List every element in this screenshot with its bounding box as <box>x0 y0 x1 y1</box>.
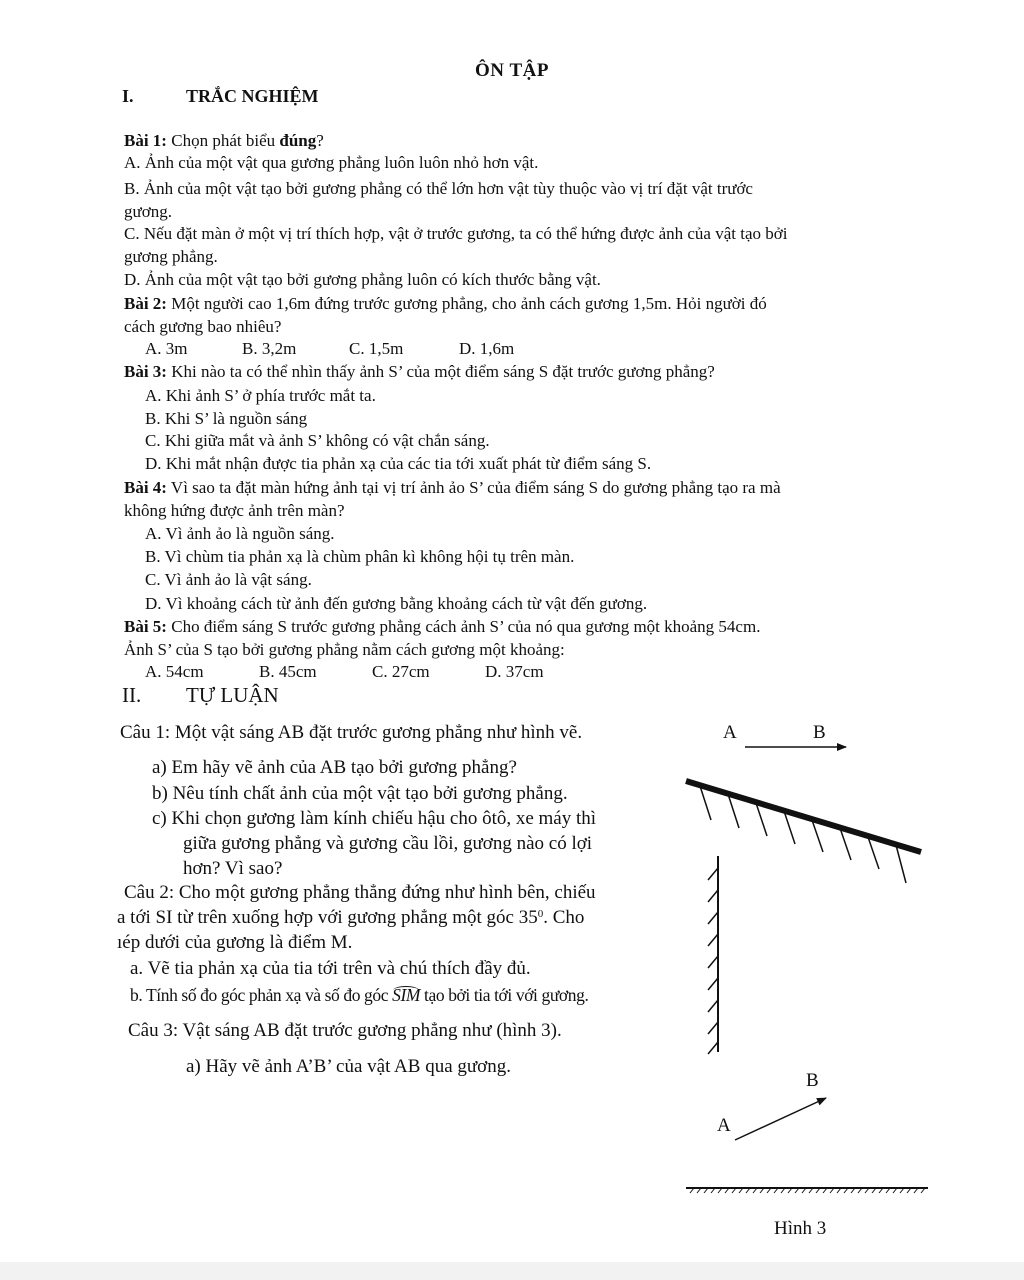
question-3-option-c: C. Khi giữa mắt và ảnh S’ không có vật chắn sáng. <box>145 431 490 450</box>
degree-superscript: 0 <box>537 908 544 920</box>
question-3-option-a: A. Khi ảnh S’ ở phía trước mắt ta. <box>145 386 376 405</box>
angle-sim-symbol: SIM <box>392 985 421 1005</box>
essay-3-prompt: Câu 3: Vật sáng AB đặt trước gương phẳng như (hình 3). <box>128 1020 562 1041</box>
figure-1-label-a: A <box>723 722 737 743</box>
section-2-number: II. <box>122 683 142 707</box>
essay-1-part-c-line2: giữa gương phẳng và gương cầu lồi, gương nào có lợi <box>183 833 593 854</box>
essay-3-part-a: a) Hãy vẽ ảnh A’B’ của vật AB qua gương. <box>186 1056 511 1077</box>
essay-2-line2-text: a tới SI từ trên xuống hợp với gương phẳng một góc 35 <box>117 907 538 928</box>
question-3-label: Bài 3: <box>124 362 167 381</box>
question-1-option-a: A. Ảnh của một vật qua gương phẳng luôn luôn nhỏ hơn vật. <box>124 153 539 172</box>
figure-2-vertical-mirror <box>708 856 718 1054</box>
essay-1-part-a: a) Em hãy vẽ ảnh của AB tạo bởi gương phẳng? <box>152 757 517 778</box>
figure-3-horizontal-mirror <box>686 1188 928 1193</box>
section-1-title: TRẮC NGHIỆM <box>186 86 319 106</box>
question-2-option-b: B. 3,2m <box>242 339 297 358</box>
question-5-option-b: B. 45cm <box>259 662 317 681</box>
question-1-option-d: D. Ảnh của một vật tạo bởi gương phẳng luôn có kích thước bằng vật. <box>124 270 601 289</box>
essay-1-part-c-line1: c) Khi chọn gương làm kính chiếu hậu cho ôtô, xe máy thì <box>152 808 597 829</box>
question-3-text: Khi nào ta có thể nhìn thấy ảnh S’ của một điểm sáng S đặt trước gương phẳng? <box>166 362 715 381</box>
question-4-label: Bài 4: <box>124 478 167 497</box>
essay-2-prompt-line3: ıép dưới của gương là điểm M. <box>117 932 353 953</box>
question-4-text-line2: không hứng được ảnh trên màn? <box>124 501 345 520</box>
question-5-label: Bài 5: <box>124 617 167 636</box>
question-4-option-a: A. Vì ảnh ảo là nguồn sáng. <box>145 524 335 543</box>
question-2-option-c: C. 1,5m <box>349 339 404 358</box>
question-5-option-d: D. 37cm <box>485 662 544 681</box>
question-2-text-line2: cách gương bao nhiêu? <box>124 317 282 336</box>
question-4-option-c: C. Vì ảnh ảo là vật sáng. <box>145 570 312 589</box>
question-2-option-d: D. 1,6m <box>459 339 515 358</box>
figure-3-label-a: A <box>717 1115 731 1136</box>
essay-1-part-c-line3: hơn? Vì sao? <box>183 858 283 879</box>
section-2-title: TỰ LUẬN <box>186 683 279 707</box>
question-4-text: Vì sao ta đặt màn hứng ảnh tại vị trí ảnh ảo S’ của điểm sáng S do gương phẳng tạo ra mà <box>166 478 781 497</box>
essay-2-prompt: Câu 2: Cho một gương phẳng thẳng đứng như hình bên, chiếu <box>124 882 596 903</box>
mirror-hatching <box>708 868 718 1054</box>
figure-1-inclined-mirror <box>686 781 921 883</box>
mirror-hatching <box>700 786 906 883</box>
figure-3-label-b: B <box>806 1070 819 1091</box>
question-5-option-c: C. 27cm <box>372 662 430 681</box>
question-1-mark: ? <box>316 131 324 150</box>
question-1-option-b-line2: gương. <box>124 202 172 221</box>
figure-1-label-b: B <box>813 722 826 743</box>
question-1-option-c-line2: gương phẳng. <box>124 247 218 266</box>
essay-2-part-a: a. Vẽ tia phản xạ của tia tới trên và chú thích đầy đủ. <box>130 958 531 979</box>
question-1-option-c-line1: C. Nếu đặt màn ở một vị trí thích hợp, vật ở trước gương, ta có thể hứng được ảnh của vật tạo bởi <box>124 224 788 243</box>
question-2-text: Một người cao 1,6m đứng trước gương phẳng, cho ảnh cách gương 1,5m. Hỏi người đó <box>166 294 767 313</box>
question-3-option-b: B. Khi S’ là nguồn sáng <box>145 409 308 428</box>
essay-2-part-b-end: tạo bởi tia tới với gương. <box>420 985 589 1005</box>
section-1-number: I. <box>122 86 134 106</box>
figure-3-caption: Hình 3 <box>774 1218 827 1239</box>
essay-2-part-b-text: b. Tính số đo góc phản xạ và số đo góc <box>130 985 393 1005</box>
figure-3-object-arrow <box>735 1098 826 1140</box>
question-1-label: Bài 1: <box>124 131 167 150</box>
page-title: ÔN TẬP <box>475 60 549 81</box>
question-2-label: Bài 2: <box>124 294 167 313</box>
essay-1-part-b: b) Nêu tính chất ảnh của một vật tạo bởi gương phẳng. <box>152 783 568 804</box>
mirror-surface <box>686 781 921 852</box>
essay-2-line2-end: . Cho <box>543 907 585 928</box>
essay-1-prompt: Câu 1: Một vật sáng AB đặt trước gương phẳng như hình vẽ. <box>120 722 583 743</box>
question-1-text: Chọn phát biểu <box>166 131 280 150</box>
question-2-option-a: A. 3m <box>145 339 188 358</box>
question-3-option-d: D. Khi mắt nhận được tia phản xạ của các tia tới xuất phát từ điểm sáng S. <box>145 454 652 473</box>
question-5-option-a: A. 54cm <box>145 662 204 681</box>
question-1-emphasis: đúng <box>279 131 317 150</box>
question-5-text-line2: Ảnh S’ của S tạo bởi gương phẳng nằm cách gương một khoảng: <box>124 640 565 659</box>
question-1-option-b-line1: B. Ảnh của một vật tạo bởi gương phẳng có thể lớn hơn vật tùy thuộc vào vị trí đặt vật trước <box>124 179 753 198</box>
question-5-text: Cho điểm sáng S trước gương phẳng cách ảnh S’ của nó qua gương một khoảng 54cm. <box>166 617 761 636</box>
question-4-option-d: D. Vì khoảng cách từ ảnh đến gương bằng khoảng cách từ vật đến gương. <box>145 594 648 613</box>
question-4-option-b: B. Vì chùm tia phản xạ là chùm phân kì không hội tụ trên màn. <box>145 547 575 566</box>
